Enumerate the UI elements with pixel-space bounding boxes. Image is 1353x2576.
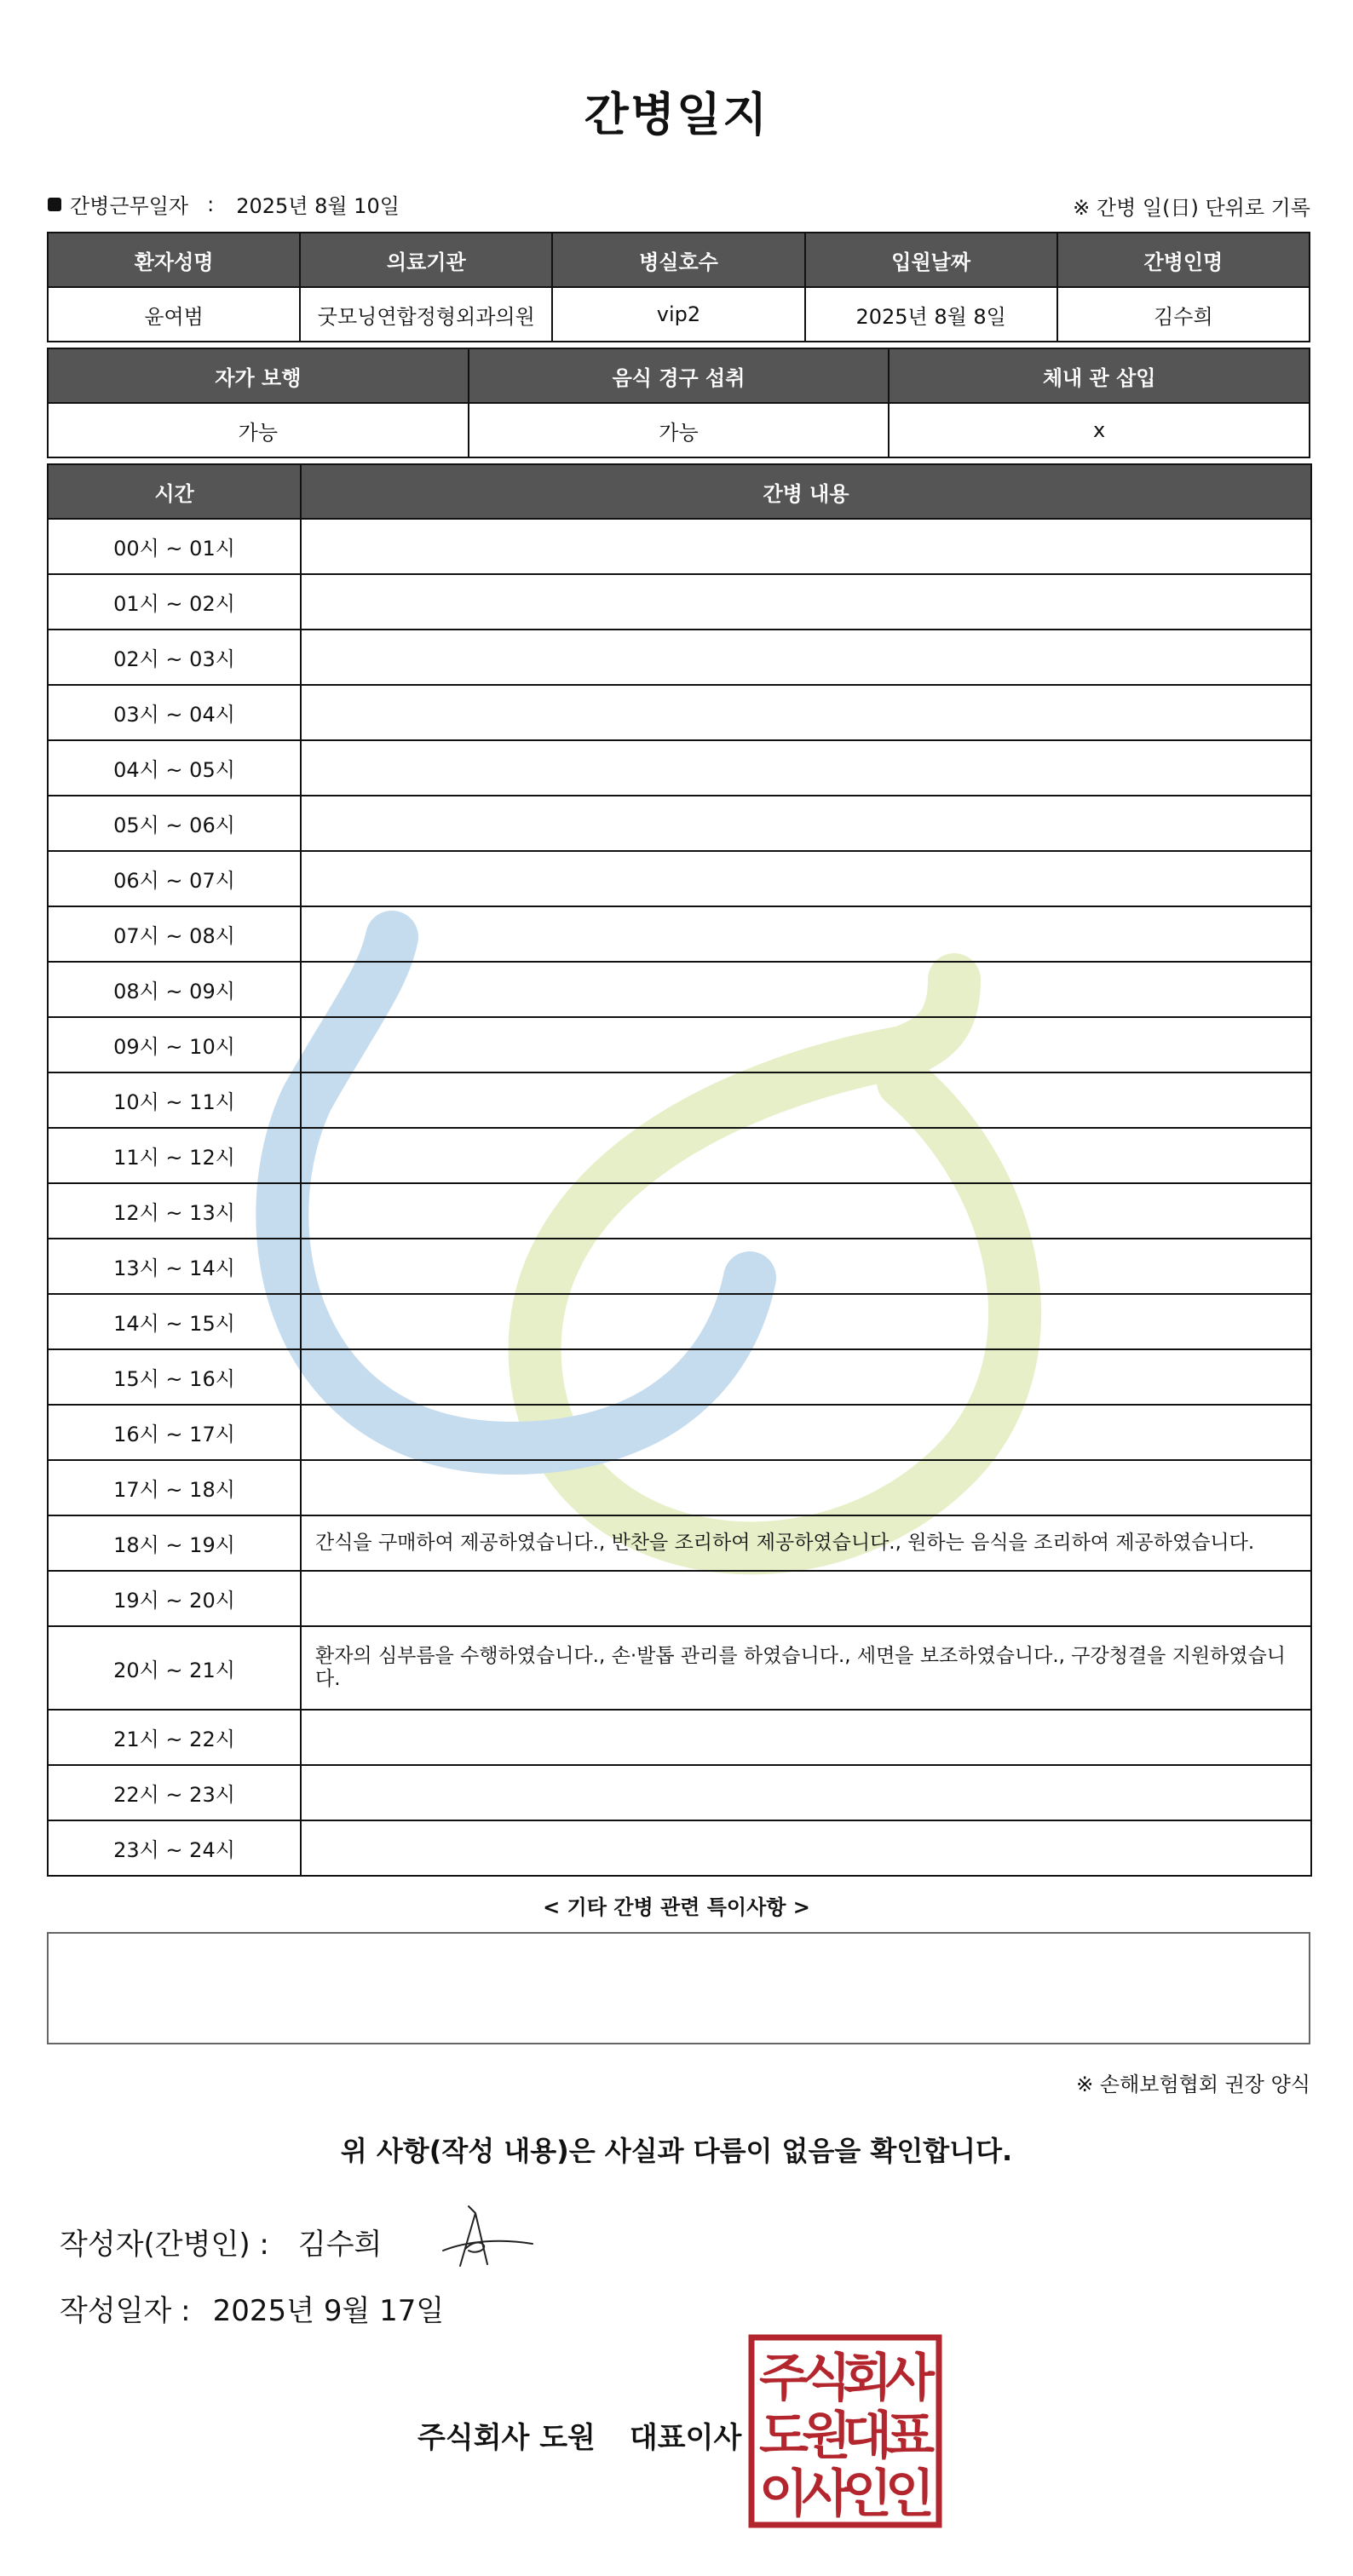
header-admission-date: 입원날짜 <box>805 233 1057 287</box>
content-cell: 환자의 심부름을 수행하였습니다., 손·발톱 관리를 하였습니다., 세면을 보조하였습니다., 구강청결을 지원하였습니다. <box>301 1626 1311 1710</box>
patient-value-row <box>48 287 1310 342</box>
svg-text:주: 주 <box>759 2349 809 2408</box>
page-title: 간병일지 <box>584 88 769 141</box>
header-care-content: 간병 내용 <box>301 464 1311 519</box>
company-seal-stamp <box>748 2334 942 2528</box>
header-tube-insertion: 체내 관 삽입 <box>889 348 1310 403</box>
content-cell <box>301 1765 1311 1820</box>
time-cell: 05시 ~ 06시 <box>48 796 301 851</box>
content-cell <box>301 1239 1311 1294</box>
table-row <box>48 1183 1311 1239</box>
table-row <box>48 630 1311 685</box>
content-cell <box>301 630 1311 685</box>
ability-header-row <box>48 348 1310 403</box>
table-row <box>48 1128 1311 1183</box>
time-cell: 12시 ~ 13시 <box>48 1183 301 1239</box>
content-cell <box>301 962 1311 1017</box>
table-row <box>48 574 1311 630</box>
patient-info-table <box>47 232 1310 342</box>
content-cell <box>301 685 1311 740</box>
table-row <box>48 1405 1311 1460</box>
patient-name-value: 윤여범 <box>48 287 300 342</box>
svg-text:원: 원 <box>802 2406 851 2466</box>
content-cell <box>301 1571 1311 1626</box>
time-cell: 14시 ~ 15시 <box>48 1294 301 1349</box>
time-cell: 10시 ~ 11시 <box>48 1072 301 1128</box>
table-row <box>48 685 1311 740</box>
table-row <box>48 519 1311 574</box>
content-cell <box>301 851 1311 906</box>
table-row <box>48 1710 1311 1765</box>
svg-text:표: 표 <box>885 2406 935 2466</box>
time-cell: 06시 ~ 07시 <box>48 851 301 906</box>
log-header-row <box>48 464 1311 519</box>
content-cell <box>301 1349 1311 1405</box>
svg-text:식: 식 <box>802 2349 851 2408</box>
remarks-title: < 기타 간병 관련 특이사항 > <box>543 1895 810 1919</box>
content-cell <box>301 740 1311 796</box>
svg-text:회: 회 <box>843 2349 892 2408</box>
time-cell: 16시 ~ 17시 <box>48 1405 301 1460</box>
time-cell: 23시 ~ 24시 <box>48 1820 301 1876</box>
time-cell: 22시 ~ 23시 <box>48 1765 301 1820</box>
caregiver-name-value: 김수희 <box>1057 287 1310 342</box>
content-cell <box>301 1710 1311 1765</box>
svg-text:도: 도 <box>759 2406 809 2466</box>
writer-name: 김수희 <box>297 2228 383 2262</box>
company-line <box>417 2414 741 2456</box>
content-cell: 간식을 구매하여 제공하였습니다., 반찬을 조리하여 제공하였습니다., 원하는 음식을 조리하여 제공하였습니다. <box>301 1515 1311 1571</box>
content-cell <box>301 1072 1311 1128</box>
time-cell: 08시 ~ 09시 <box>48 962 301 1017</box>
content-cell <box>301 1405 1311 1460</box>
time-cell: 15시 ~ 16시 <box>48 1349 301 1405</box>
content-cell <box>301 1460 1311 1515</box>
header-time: 시간 <box>48 464 301 519</box>
remarks-box <box>47 1932 1310 2044</box>
bullet-square-icon <box>48 198 61 211</box>
svg-text:이: 이 <box>759 2464 809 2524</box>
table-row <box>48 962 1311 1017</box>
time-cell: 07시 ~ 08시 <box>48 906 301 962</box>
patient-ability-table <box>47 348 1310 458</box>
header-oral-intake: 음식 경구 섭취 <box>469 348 890 403</box>
table-row <box>48 1460 1311 1515</box>
patient-header-row <box>48 233 1310 287</box>
time-cell: 17시 ~ 18시 <box>48 1460 301 1515</box>
writer-line <box>60 2221 382 2263</box>
time-cell: 01시 ~ 02시 <box>48 574 301 630</box>
hospital-value: 굿모닝연합정형외과의원 <box>300 287 552 342</box>
signature-image <box>435 2198 537 2274</box>
svg-text:사: 사 <box>885 2349 935 2408</box>
writer-label: 작성자(간병인) : <box>60 2228 269 2262</box>
table-row <box>48 851 1311 906</box>
content-cell <box>301 1820 1311 1876</box>
time-cell: 02시 ~ 03시 <box>48 630 301 685</box>
header-hospital: 의료기관 <box>300 233 552 287</box>
content-cell <box>301 519 1311 574</box>
table-row <box>48 740 1311 796</box>
svg-text:대: 대 <box>843 2406 892 2466</box>
work-date-line <box>48 189 400 219</box>
table-row <box>48 1239 1311 1294</box>
content-cell <box>301 906 1311 962</box>
admission-date-value: 2025년 8월 8일 <box>805 287 1057 342</box>
written-date-label: 작성일자 : <box>60 2294 191 2328</box>
svg-text:인: 인 <box>885 2464 935 2524</box>
time-cell: 21시 ~ 22시 <box>48 1710 301 1765</box>
time-cell: 19시 ~ 20시 <box>48 1571 301 1626</box>
time-cell: 13시 ~ 14시 <box>48 1239 301 1294</box>
svg-text:인: 인 <box>843 2464 892 2524</box>
table-row <box>48 1515 1311 1571</box>
svg-text:사: 사 <box>802 2464 851 2524</box>
care-log-table <box>47 463 1312 1877</box>
content-cell <box>301 796 1311 851</box>
header-self-walking: 자가 보행 <box>48 348 469 403</box>
oral-intake-value: 가능 <box>469 403 890 457</box>
table-row <box>48 1820 1311 1876</box>
time-cell: 18시 ~ 19시 <box>48 1515 301 1571</box>
ability-value-row <box>48 403 1310 457</box>
content-cell <box>301 1128 1311 1183</box>
table-row <box>48 796 1311 851</box>
table-row <box>48 1294 1311 1349</box>
recommend-note: ※ 손해보험협회 권장 양식 <box>1076 2073 1310 2096</box>
table-row <box>48 1017 1311 1072</box>
written-date-value: 2025년 9월 17일 <box>212 2294 445 2328</box>
header-room: 병실호수 <box>552 233 804 287</box>
room-value: vip2 <box>552 287 804 342</box>
time-cell: 11시 ~ 12시 <box>48 1128 301 1183</box>
self-walking-value: 가능 <box>48 403 469 457</box>
content-cell <box>301 1183 1311 1239</box>
company-name: 주식회사 도원 <box>417 2421 596 2455</box>
time-cell: 09시 ~ 10시 <box>48 1017 301 1072</box>
work-date-value: 2025년 8월 10일 <box>236 194 400 218</box>
header-caregiver-name: 간병인명 <box>1057 233 1310 287</box>
time-cell: 00시 ~ 01시 <box>48 519 301 574</box>
content-cell <box>301 574 1311 630</box>
content-cell <box>301 1017 1311 1072</box>
unit-note: ※ 간병 일(日) 단위로 기록 <box>1073 196 1310 220</box>
table-row <box>48 1571 1311 1626</box>
work-date-colon: : <box>207 192 215 216</box>
written-date-line <box>60 2287 444 2329</box>
content-cell <box>301 1294 1311 1349</box>
time-cell: 04시 ~ 05시 <box>48 740 301 796</box>
time-cell: 03시 ~ 04시 <box>48 685 301 740</box>
company-ceo-title: 대표이사 <box>629 2421 742 2455</box>
table-row <box>48 1626 1311 1710</box>
table-row <box>48 906 1311 962</box>
table-row <box>48 1072 1311 1128</box>
tube-insertion-value: x <box>889 403 1310 457</box>
confirmation-statement: 위 사항(작성 내용)은 사실과 다름이 없음을 확인합니다. <box>340 2135 1013 2167</box>
table-row <box>48 1765 1311 1820</box>
time-cell: 20시 ~ 21시 <box>48 1626 301 1710</box>
header-patient-name: 환자성명 <box>48 233 300 287</box>
table-row <box>48 1349 1311 1405</box>
work-date-label: 간병근무일자 <box>70 194 189 218</box>
